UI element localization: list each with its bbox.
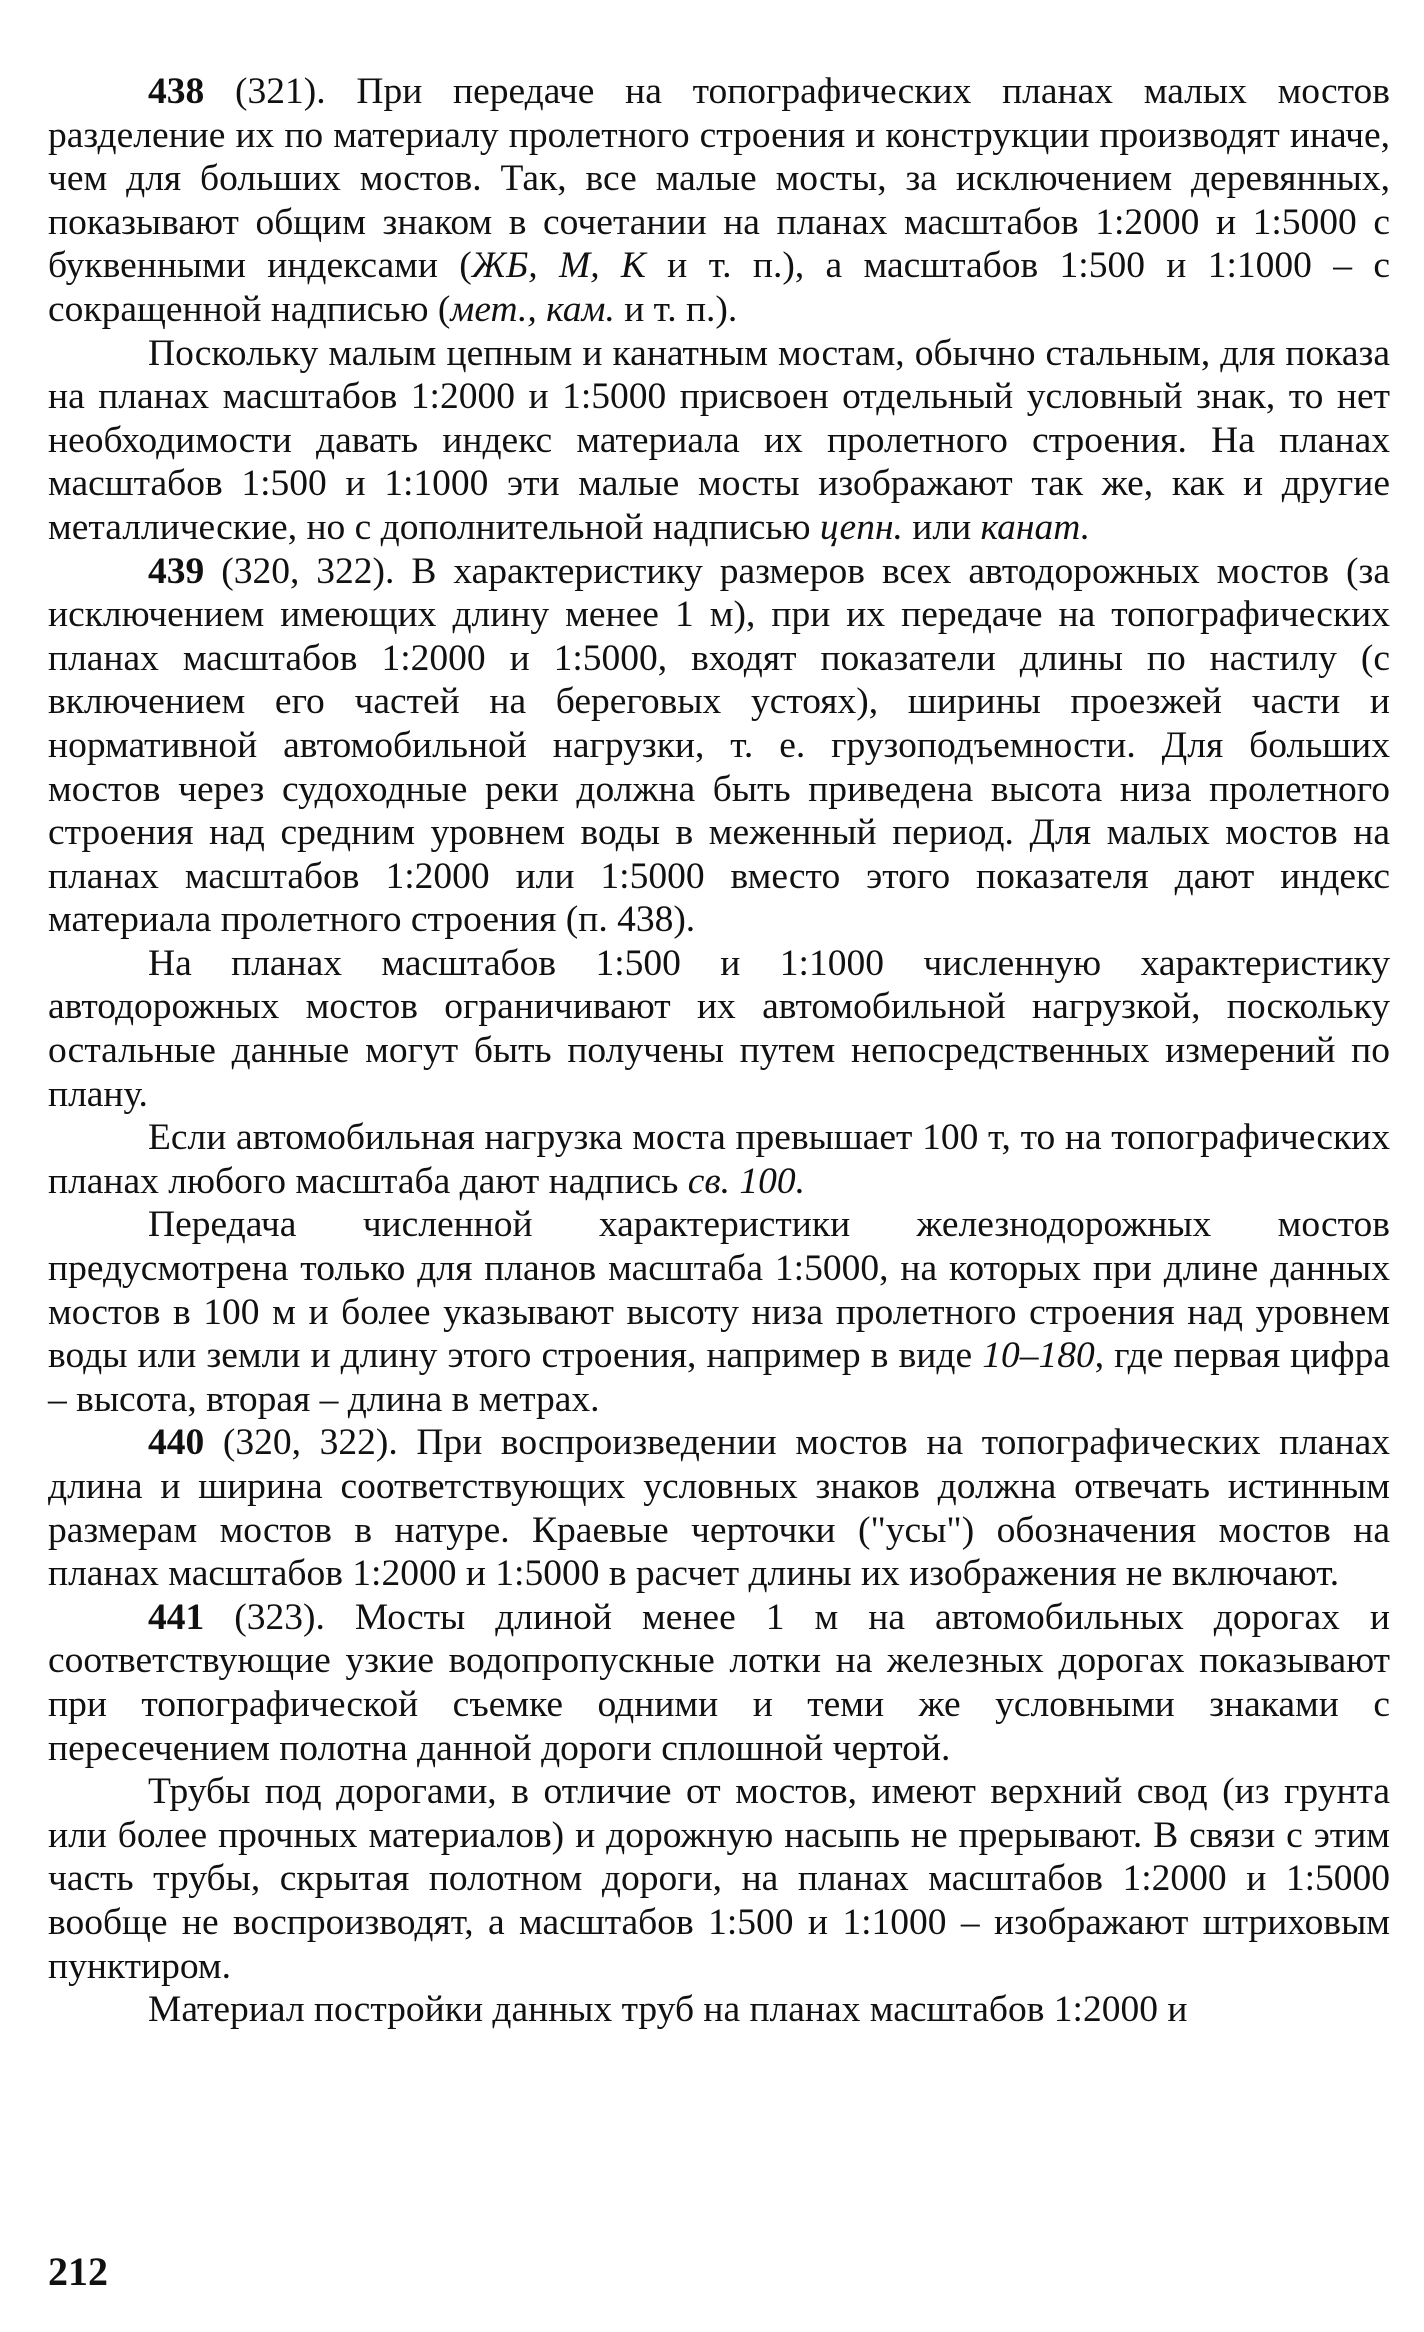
paragraph-440 (48, 1421, 1390, 1595)
text-run: и т. п.). (614, 288, 738, 330)
section-number: 440 (148, 1422, 205, 1464)
text-run: При воспроизведении мостов на топографических планах длина и ширина соответствующих условных знаков должна отвечать истинным размерам мостов в натуре. Краевые черточки ("усы") обозначения мостов на планах масштабов 1:2000 и 1:5000 в расчет длины их изображения не включают. (48, 1422, 1390, 1595)
page-number: 212 (48, 2249, 108, 2294)
section-reference: (320, 322). (204, 550, 412, 592)
text-run: Передача численной характеристики железнодорожных мостов предусмотрена только для планов масштаба 1:5000, на которых при длине данных мостов в 100 м и более указывают высоту низа пролетного строения над уровнем воды или земли и длину этого строения, например в виде (48, 1204, 1390, 1377)
text-run: При передаче на топографических планах малых мостов разделение их по материалу пролетного строения и конструкции производят иначе, чем для больших мостов. Так, все малые мосты, за исключением деревянных, показывают общим знаком в сочетании на планах масштабов 1:2000 и 1:5000 с буквенными индексами ( (48, 71, 1390, 287)
section-number: 441 (148, 1596, 205, 1638)
paragraph-438 (48, 70, 1390, 332)
text-run: В характеристику размеров всех автодорожных мостов (за исключением имеющих длину менее 1 м), при их передаче на топографических планах масштабов 1:2000 и 1:5000, входят показатели длины по настилу (с включением его частей на береговых устоях), ширины проезжей части и нормативной автомобильной нагрузки, т. е. грузоподъемности. Для больших мостов через судоходные реки должна быть приведена высота низа пролетного строения над средним уровнем воды в меженный период. Для малых мостов на планах масштабов 1:2000 или 1:5000 вместо этого показателя дают индекс материала пролетного строения (п. 438). (48, 550, 1390, 941)
text-run-italic: канат. (980, 506, 1091, 548)
paragraph (48, 332, 1390, 550)
section-reference: (320, 322). (204, 1422, 417, 1464)
text-run-italic: 10–180 (982, 1335, 1095, 1377)
text-run: и т. п.), а масштабов 1:500 и 1:1000 – с сокращенной надписью ( (48, 245, 1390, 330)
text-run-italic: мет., кам. (450, 288, 615, 330)
paragraph (48, 942, 1390, 1116)
text-run: На планах масштабов 1:500 и 1:1000 численную характеристику автодорожных мостов ограничивают их автомобильной нагрузкой, поскольку остальные данные могут быть получены путем непосредственных измерений по плану. (48, 942, 1390, 1115)
section-reference: (323). (204, 1596, 355, 1638)
page-body (48, 70, 1390, 2032)
paragraph (48, 1203, 1390, 1421)
text-run-italic: ЖБ, М, К (471, 245, 646, 287)
section-number: 439 (148, 550, 205, 592)
text-run: , где первая цифра – высота, вторая – длина в метрах. (48, 1335, 1390, 1420)
paragraph-439 (48, 550, 1390, 942)
text-run: Поскольку малым цепным и канатным мостам, обычно стальным, для показа на планах масштабов 1:2000 и 1:5000 присвоен отдельный условный знак, то нет необходимости давать индекс материала их пролетного строения. На планах масштабов 1:500 и 1:1000 эти малые мосты изображают так же, как и другие металлические, но с дополнительной надписью (48, 332, 1390, 548)
text-run: или (902, 506, 981, 548)
text-run-italic: цепн. (819, 506, 903, 548)
text-run: Материал постройки данных труб на планах масштабов 1:2000 и (148, 1989, 1188, 2031)
section-number: 438 (148, 71, 205, 112)
text-run: Трубы под дорогами, в отличие от мостов, имеют верхний свод (из грунта или более прочных материалов) и дорожную насыпь не прерывают. В связи с этим часть трубы, скрытая полотном дороги, на планах масштабов 1:2000 и 1:5000 вообще не воспроизводят, а масштабов 1:500 и 1:1000 – изображают штриховым пунктиром. (48, 1771, 1390, 1987)
paragraph-441 (48, 1596, 1390, 1770)
paragraph (48, 1116, 1390, 1203)
text-run: Если автомобильная нагрузка моста превышает 100 т, то на топографических планах любого масштаба дают надпись (48, 1117, 1390, 1202)
paragraph (48, 1770, 1390, 1988)
paragraph (48, 1988, 1390, 2032)
text-run-italic: св. 100. (687, 1160, 805, 1202)
text-run: Мосты длиной менее 1 м на автомобильных дорогах и соответствующие узкие водопропускные лотки на железных дорогах показывают при топографической съемке одними и теми же условными знаками с пересечением полотна данной дороги сплошной чертой. (48, 1596, 1390, 1769)
section-reference: (321). (204, 71, 357, 112)
